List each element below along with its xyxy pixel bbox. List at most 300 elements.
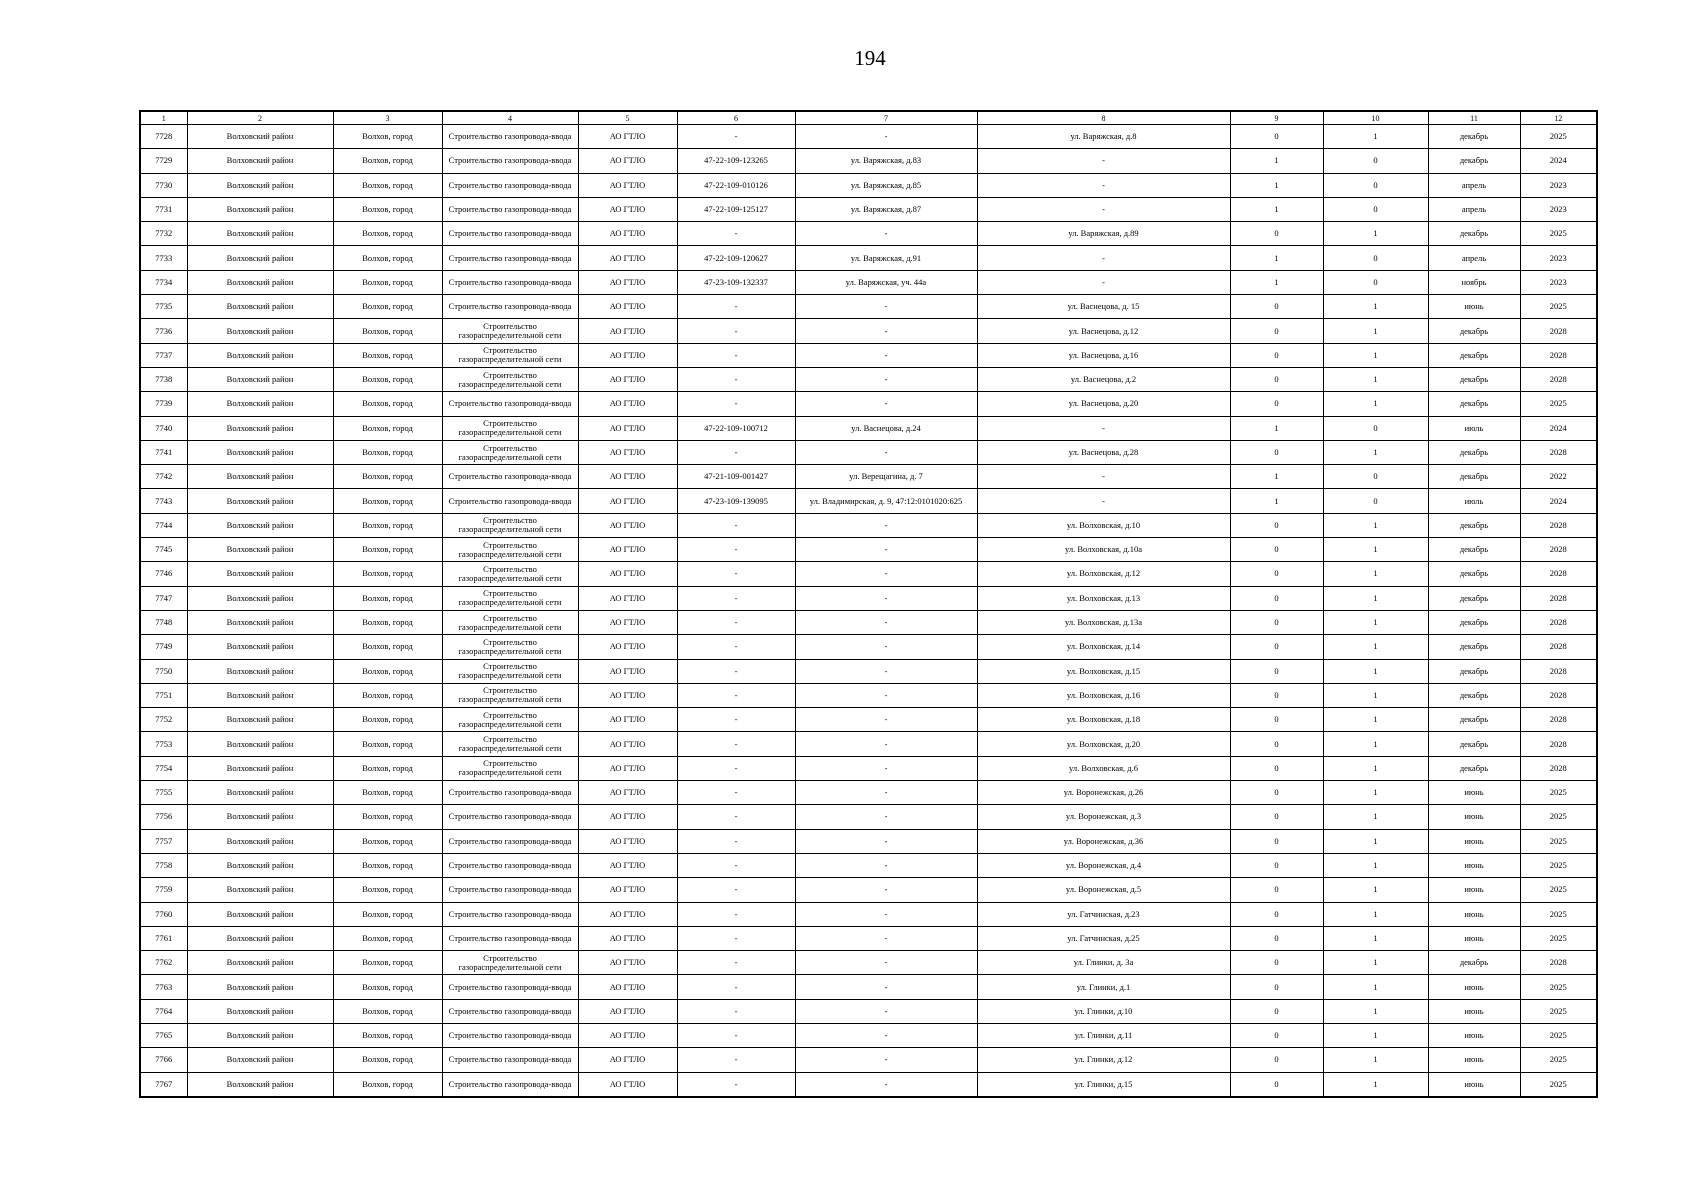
contract-flag-cell: 0 (1230, 319, 1323, 343)
organization-cell: АО ГТЛО (578, 295, 677, 319)
contract-flag-cell: 1 (1230, 197, 1323, 221)
work-type-cell: Строительство газопровода-ввода (442, 197, 578, 221)
object-address-cell: - (795, 586, 977, 610)
month-cell: июнь (1428, 295, 1520, 319)
table-row (140, 756, 1597, 780)
application-number-cell: 47-22-109-125127 (677, 197, 795, 221)
plan-flag-cell: 1 (1323, 562, 1428, 586)
table-row (140, 222, 1597, 246)
plan-flag-cell: 1 (1323, 975, 1428, 999)
plan-flag-cell: 1 (1323, 1023, 1428, 1047)
plan-flag-cell: 1 (1323, 125, 1428, 149)
object-address-cell: - (795, 1048, 977, 1072)
object-address-cell: - (795, 805, 977, 829)
contract-flag-cell: 0 (1230, 367, 1323, 391)
planned-address-cell: ул. Глинки, д.1 (977, 975, 1230, 999)
district-cell: Волховский район (187, 756, 333, 780)
month-cell: декабрь (1428, 635, 1520, 659)
row-number-cell: 7757 (140, 829, 187, 853)
settlement-cell: Волхов, город (333, 951, 442, 975)
organization-cell: АО ГТЛО (578, 222, 677, 246)
settlement-cell: Волхов, город (333, 343, 442, 367)
plan-flag-cell: 1 (1323, 343, 1428, 367)
planned-address-cell: ул. Васнецова, д.20 (977, 392, 1230, 416)
row-number-cell: 7756 (140, 805, 187, 829)
organization-cell: АО ГТЛО (578, 367, 677, 391)
application-number-cell: 47-22-109-120627 (677, 246, 795, 270)
work-type-cell: Строительство газопровода-ввода (442, 1048, 578, 1072)
plan-flag-cell: 1 (1323, 1048, 1428, 1072)
work-type-cell: Строительство газопровода-ввода (442, 829, 578, 853)
organization-cell: АО ГТЛО (578, 513, 677, 537)
year-cell: 2028 (1520, 756, 1597, 780)
planned-address-cell: ул. Волховская, д.13 (977, 586, 1230, 610)
planned-address-cell: ул. Васнецова, д.2 (977, 367, 1230, 391)
planned-address-cell: ул. Глинки, д.11 (977, 1023, 1230, 1047)
month-cell: июнь (1428, 878, 1520, 902)
work-type-cell: Строительство газопровода-ввода (442, 781, 578, 805)
planned-address-cell: - (977, 246, 1230, 270)
object-address-cell: - (795, 999, 977, 1023)
work-type-cell: Строительство газораспределительной сети (442, 343, 578, 367)
table-row (140, 295, 1597, 319)
organization-cell: АО ГТЛО (578, 951, 677, 975)
table-row (140, 951, 1597, 975)
row-number-cell: 7761 (140, 926, 187, 950)
month-cell: июнь (1428, 926, 1520, 950)
column-header: 1 (140, 111, 187, 125)
plan-flag-cell: 1 (1323, 222, 1428, 246)
object-address-cell: - (795, 319, 977, 343)
year-cell: 2025 (1520, 125, 1597, 149)
settlement-cell: Волхов, город (333, 538, 442, 562)
settlement-cell: Волхов, город (333, 246, 442, 270)
work-type-cell: Строительство газораспределительной сети (442, 732, 578, 756)
application-number-cell: - (677, 756, 795, 780)
contract-flag-cell: 1 (1230, 489, 1323, 513)
object-address-cell: ул. Верещагина, д. 7 (795, 465, 977, 489)
column-header: 3 (333, 111, 442, 125)
table-row (140, 489, 1597, 513)
settlement-cell: Волхов, город (333, 295, 442, 319)
organization-cell: АО ГТЛО (578, 465, 677, 489)
organization-cell: АО ГТЛО (578, 975, 677, 999)
contract-flag-cell: 0 (1230, 1048, 1323, 1072)
work-type-cell: Строительство газопровода-ввода (442, 125, 578, 149)
planned-address-cell: ул. Васнецова, д.12 (977, 319, 1230, 343)
row-number-cell: 7767 (140, 1072, 187, 1097)
year-cell: 2028 (1520, 659, 1597, 683)
column-header: 11 (1428, 111, 1520, 125)
planned-address-cell: ул. Волховская, д.6 (977, 756, 1230, 780)
month-cell: декабрь (1428, 562, 1520, 586)
organization-cell: АО ГТЛО (578, 708, 677, 732)
contract-flag-cell: 0 (1230, 902, 1323, 926)
planned-address-cell: ул. Волховская, д.15 (977, 659, 1230, 683)
plan-flag-cell: 1 (1323, 683, 1428, 707)
contract-flag-cell: 0 (1230, 732, 1323, 756)
month-cell: декабрь (1428, 125, 1520, 149)
year-cell: 2022 (1520, 465, 1597, 489)
year-cell: 2028 (1520, 635, 1597, 659)
table-row (140, 562, 1597, 586)
plan-flag-cell: 0 (1323, 246, 1428, 270)
year-cell: 2028 (1520, 440, 1597, 464)
application-number-cell: - (677, 853, 795, 877)
work-type-cell: Строительство газораспределительной сети (442, 951, 578, 975)
contract-flag-cell: 0 (1230, 781, 1323, 805)
year-cell: 2028 (1520, 319, 1597, 343)
contract-flag-cell: 0 (1230, 708, 1323, 732)
district-cell: Волховский район (187, 489, 333, 513)
row-number-cell: 7744 (140, 513, 187, 537)
work-type-cell: Строительство газопровода-ввода (442, 149, 578, 173)
contract-flag-cell: 0 (1230, 878, 1323, 902)
month-cell: апрель (1428, 197, 1520, 221)
organization-cell: АО ГТЛО (578, 635, 677, 659)
organization-cell: АО ГТЛО (578, 781, 677, 805)
year-cell: 2025 (1520, 999, 1597, 1023)
district-cell: Волховский район (187, 246, 333, 270)
year-cell: 2025 (1520, 1072, 1597, 1097)
settlement-cell: Волхов, город (333, 465, 442, 489)
district-cell: Волховский район (187, 975, 333, 999)
month-cell: июнь (1428, 975, 1520, 999)
application-number-cell: - (677, 440, 795, 464)
settlement-cell: Волхов, город (333, 756, 442, 780)
object-address-cell: - (795, 562, 977, 586)
settlement-cell: Волхов, город (333, 513, 442, 537)
month-cell: декабрь (1428, 513, 1520, 537)
contract-flag-cell: 0 (1230, 683, 1323, 707)
work-type-cell: Строительство газораспределительной сети (442, 319, 578, 343)
month-cell: июнь (1428, 1023, 1520, 1047)
table-row (140, 125, 1597, 149)
contract-flag-cell: 1 (1230, 149, 1323, 173)
column-header: 5 (578, 111, 677, 125)
table-row (140, 708, 1597, 732)
work-type-cell: Строительство газопровода-ввода (442, 999, 578, 1023)
object-address-cell: - (795, 926, 977, 950)
work-type-cell: Строительство газопровода-ввода (442, 173, 578, 197)
planned-address-cell: ул. Глинки, д.15 (977, 1072, 1230, 1097)
organization-cell: АО ГТЛО (578, 392, 677, 416)
work-type-cell: Строительство газопровода-ввода (442, 295, 578, 319)
year-cell: 2025 (1520, 902, 1597, 926)
work-type-cell: Строительство газопровода-ввода (442, 1072, 578, 1097)
work-type-cell: Строительство газопровода-ввода (442, 489, 578, 513)
contract-flag-cell: 0 (1230, 440, 1323, 464)
planned-address-cell: ул. Гатчинская, д.25 (977, 926, 1230, 950)
application-number-cell: - (677, 562, 795, 586)
plan-flag-cell: 0 (1323, 173, 1428, 197)
row-number-cell: 7736 (140, 319, 187, 343)
object-address-cell: ул. Владимирская, д. 9, 47:12:0101020:625 (795, 489, 977, 513)
year-cell: 2023 (1520, 270, 1597, 294)
month-cell: декабрь (1428, 465, 1520, 489)
object-address-cell: ул. Варяжская, д.87 (795, 197, 977, 221)
planned-address-cell: - (977, 197, 1230, 221)
month-cell: июль (1428, 489, 1520, 513)
contract-flag-cell: 0 (1230, 926, 1323, 950)
plan-flag-cell: 0 (1323, 197, 1428, 221)
month-cell: декабрь (1428, 951, 1520, 975)
object-address-cell: ул. Варяжская, уч. 44а (795, 270, 977, 294)
object-address-cell: - (795, 853, 977, 877)
settlement-cell: Волхов, город (333, 829, 442, 853)
planned-address-cell: ул. Васнецова, д. 15 (977, 295, 1230, 319)
work-type-cell: Строительство газораспределительной сети (442, 367, 578, 391)
month-cell: декабрь (1428, 586, 1520, 610)
year-cell: 2023 (1520, 197, 1597, 221)
district-cell: Волховский район (187, 659, 333, 683)
year-cell: 2025 (1520, 878, 1597, 902)
contract-flag-cell: 0 (1230, 659, 1323, 683)
row-number-cell: 7731 (140, 197, 187, 221)
row-number-cell: 7728 (140, 125, 187, 149)
plan-flag-cell: 0 (1323, 149, 1428, 173)
plan-flag-cell: 1 (1323, 513, 1428, 537)
year-cell: 2028 (1520, 683, 1597, 707)
row-number-cell: 7741 (140, 440, 187, 464)
work-type-cell: Строительство газопровода-ввода (442, 853, 578, 877)
application-number-cell: - (677, 1023, 795, 1047)
application-number-cell: - (677, 926, 795, 950)
object-address-cell: - (795, 708, 977, 732)
district-cell: Волховский район (187, 878, 333, 902)
application-number-cell: - (677, 586, 795, 610)
work-type-cell: Строительство газопровода-ввода (442, 878, 578, 902)
object-address-cell: - (795, 829, 977, 853)
month-cell: ноябрь (1428, 270, 1520, 294)
organization-cell: АО ГТЛО (578, 586, 677, 610)
planned-address-cell: ул. Волховская, д.12 (977, 562, 1230, 586)
application-number-cell: - (677, 343, 795, 367)
contract-flag-cell: 0 (1230, 756, 1323, 780)
district-cell: Волховский район (187, 610, 333, 634)
column-header: 9 (1230, 111, 1323, 125)
year-cell: 2023 (1520, 246, 1597, 270)
object-address-cell: - (795, 125, 977, 149)
district-cell: Волховский район (187, 392, 333, 416)
year-cell: 2028 (1520, 343, 1597, 367)
object-address-cell: - (795, 392, 977, 416)
row-number-cell: 7730 (140, 173, 187, 197)
row-number-cell: 7751 (140, 683, 187, 707)
year-cell: 2025 (1520, 975, 1597, 999)
settlement-cell: Волхов, город (333, 659, 442, 683)
planned-address-cell: ул. Волховская, д.13а (977, 610, 1230, 634)
row-number-cell: 7748 (140, 610, 187, 634)
settlement-cell: Волхов, город (333, 319, 442, 343)
contract-flag-cell: 0 (1230, 1072, 1323, 1097)
object-address-cell: - (795, 683, 977, 707)
month-cell: апрель (1428, 173, 1520, 197)
month-cell: декабрь (1428, 367, 1520, 391)
year-cell: 2025 (1520, 781, 1597, 805)
application-number-cell: - (677, 781, 795, 805)
object-address-cell: - (795, 295, 977, 319)
row-number-cell: 7750 (140, 659, 187, 683)
district-cell: Волховский район (187, 295, 333, 319)
table-row (140, 1048, 1597, 1072)
gasification-table (139, 110, 1598, 1098)
organization-cell: АО ГТЛО (578, 683, 677, 707)
application-number-cell: - (677, 295, 795, 319)
district-cell: Волховский район (187, 635, 333, 659)
district-cell: Волховский район (187, 173, 333, 197)
application-number-cell: - (677, 732, 795, 756)
month-cell: декабрь (1428, 610, 1520, 634)
table-row (140, 975, 1597, 999)
month-cell: июнь (1428, 853, 1520, 877)
table-row (140, 416, 1597, 440)
row-number-cell: 7737 (140, 343, 187, 367)
year-cell: 2023 (1520, 173, 1597, 197)
settlement-cell: Волхов, город (333, 805, 442, 829)
contract-flag-cell: 0 (1230, 562, 1323, 586)
plan-flag-cell: 1 (1323, 610, 1428, 634)
settlement-cell: Волхов, город (333, 732, 442, 756)
row-number-cell: 7755 (140, 781, 187, 805)
year-cell: 2025 (1520, 829, 1597, 853)
application-number-cell: - (677, 1048, 795, 1072)
work-type-cell: Строительство газопровода-ввода (442, 975, 578, 999)
year-cell: 2028 (1520, 538, 1597, 562)
organization-cell: АО ГТЛО (578, 999, 677, 1023)
plan-flag-cell: 1 (1323, 732, 1428, 756)
contract-flag-cell: 0 (1230, 513, 1323, 537)
year-cell: 2025 (1520, 1048, 1597, 1072)
organization-cell: АО ГТЛО (578, 173, 677, 197)
object-address-cell: - (795, 343, 977, 367)
row-number-cell: 7740 (140, 416, 187, 440)
object-address-cell: - (795, 951, 977, 975)
plan-flag-cell: 1 (1323, 756, 1428, 780)
planned-address-cell: ул. Волховская, д.10 (977, 513, 1230, 537)
table-row (140, 465, 1597, 489)
month-cell: декабрь (1428, 732, 1520, 756)
contract-flag-cell: 0 (1230, 951, 1323, 975)
table-row (140, 781, 1597, 805)
plan-flag-cell: 1 (1323, 781, 1428, 805)
work-type-cell: Строительство газораспределительной сети (442, 538, 578, 562)
table-row (140, 610, 1597, 634)
row-number-cell: 7752 (140, 708, 187, 732)
object-address-cell: - (795, 610, 977, 634)
row-number-cell: 7754 (140, 756, 187, 780)
organization-cell: АО ГТЛО (578, 149, 677, 173)
month-cell: июнь (1428, 1048, 1520, 1072)
settlement-cell: Волхов, город (333, 683, 442, 707)
work-type-cell: Строительство газораспределительной сети (442, 708, 578, 732)
contract-flag-cell: 1 (1230, 173, 1323, 197)
application-number-cell: 47-22-109-100712 (677, 416, 795, 440)
object-address-cell: ул. Васнецова, д.24 (795, 416, 977, 440)
row-number-cell: 7766 (140, 1048, 187, 1072)
organization-cell: АО ГТЛО (578, 246, 677, 270)
table-row (140, 270, 1597, 294)
plan-flag-cell: 1 (1323, 902, 1428, 926)
row-number-cell: 7732 (140, 222, 187, 246)
application-number-cell: 47-23-109-132337 (677, 270, 795, 294)
plan-flag-cell: 1 (1323, 926, 1428, 950)
object-address-cell: ул. Варяжская, д.91 (795, 246, 977, 270)
month-cell: июнь (1428, 805, 1520, 829)
district-cell: Волховский район (187, 125, 333, 149)
table-row (140, 440, 1597, 464)
plan-flag-cell: 1 (1323, 999, 1428, 1023)
planned-address-cell: ул. Васнецова, д.28 (977, 440, 1230, 464)
application-number-cell: - (677, 635, 795, 659)
contract-flag-cell: 0 (1230, 635, 1323, 659)
object-address-cell: - (795, 878, 977, 902)
plan-flag-cell: 1 (1323, 878, 1428, 902)
contract-flag-cell: 1 (1230, 416, 1323, 440)
plan-flag-cell: 1 (1323, 538, 1428, 562)
settlement-cell: Волхов, город (333, 1048, 442, 1072)
settlement-cell: Волхов, город (333, 270, 442, 294)
organization-cell: АО ГТЛО (578, 343, 677, 367)
table-row (140, 902, 1597, 926)
work-type-cell: Строительство газораспределительной сети (442, 513, 578, 537)
month-cell: декабрь (1428, 392, 1520, 416)
organization-cell: АО ГТЛО (578, 659, 677, 683)
month-cell: апрель (1428, 246, 1520, 270)
district-cell: Волховский район (187, 586, 333, 610)
work-type-cell: Строительство газораспределительной сети (442, 610, 578, 634)
year-cell: 2025 (1520, 805, 1597, 829)
table-body (140, 125, 1597, 1097)
planned-address-cell: - (977, 173, 1230, 197)
table-row (140, 246, 1597, 270)
district-cell: Волховский район (187, 853, 333, 877)
table-row (140, 319, 1597, 343)
organization-cell: АО ГТЛО (578, 610, 677, 634)
district-cell: Волховский район (187, 538, 333, 562)
object-address-cell: - (795, 367, 977, 391)
settlement-cell: Волхов, город (333, 562, 442, 586)
planned-address-cell: ул. Глинки, д.10 (977, 999, 1230, 1023)
planned-address-cell: ул. Гатчинская, д.23 (977, 902, 1230, 926)
contract-flag-cell: 0 (1230, 829, 1323, 853)
application-number-cell: - (677, 610, 795, 634)
district-cell: Волховский район (187, 149, 333, 173)
application-number-cell: - (677, 708, 795, 732)
table-row (140, 926, 1597, 950)
settlement-cell: Волхов, город (333, 926, 442, 950)
district-cell: Волховский район (187, 683, 333, 707)
settlement-cell: Волхов, город (333, 367, 442, 391)
row-number-cell: 7739 (140, 392, 187, 416)
row-number-cell: 7758 (140, 853, 187, 877)
organization-cell: АО ГТЛО (578, 805, 677, 829)
row-number-cell: 7743 (140, 489, 187, 513)
year-cell: 2028 (1520, 586, 1597, 610)
object-address-cell: - (795, 975, 977, 999)
district-cell: Волховский район (187, 197, 333, 221)
district-cell: Волховский район (187, 902, 333, 926)
month-cell: июнь (1428, 1072, 1520, 1097)
application-number-cell: 47-21-109-001427 (677, 465, 795, 489)
settlement-cell: Волхов, город (333, 878, 442, 902)
contract-flag-cell: 1 (1230, 465, 1323, 489)
year-cell: 2025 (1520, 853, 1597, 877)
district-cell: Волховский район (187, 708, 333, 732)
district-cell: Волховский район (187, 367, 333, 391)
organization-cell: АО ГТЛО (578, 538, 677, 562)
table-row (140, 197, 1597, 221)
